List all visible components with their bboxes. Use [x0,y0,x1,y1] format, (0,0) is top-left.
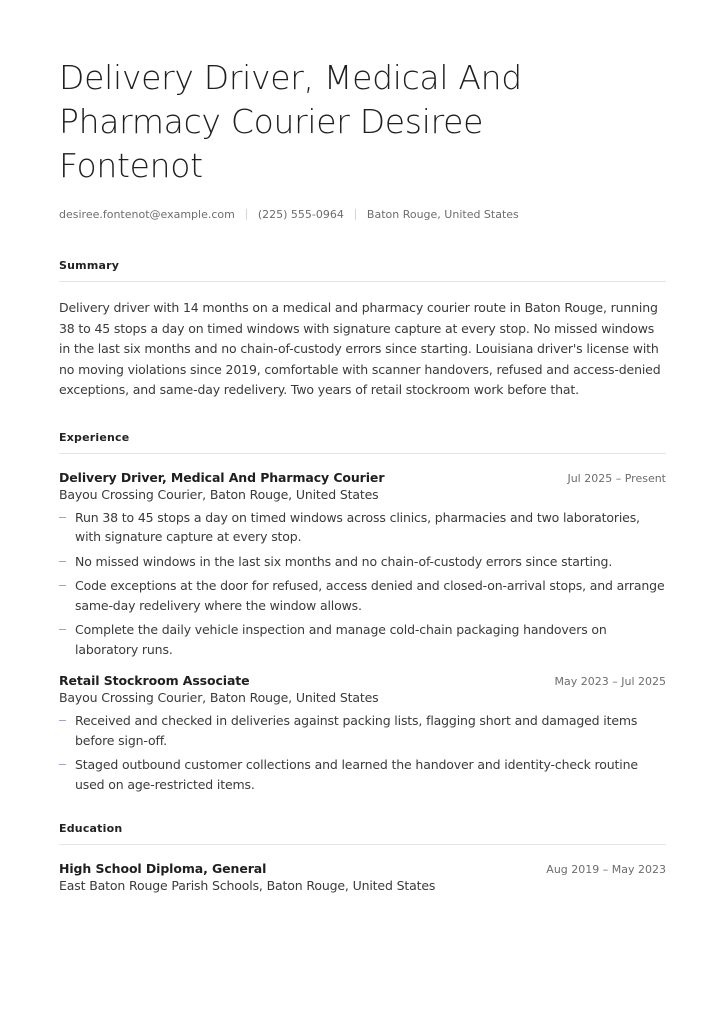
bullet-text: Received and checked in deliveries against packing lists, flagging short and damaged items before sign-off. [75,713,638,748]
job-company: Bayou Crossing Courier, Baton Rouge, United States [59,486,379,502]
job-dates: May 2023 – Jul 2025 [554,675,666,688]
experience-entry [59,470,666,660]
bullet-item [59,508,666,547]
bullet-text: Staged outbound customer collections and learned the handover and identity-check routine used on age-restricted items. [75,757,638,792]
contact-email[interactable]: desiree.fontenot@example.com [59,208,235,221]
candidate-name: Delivery Driver, Medical And Pharmacy Courier Desiree Fontenot [59,58,522,185]
job-title: Retail Stockroom Associate [59,673,250,688]
experience-section [59,431,666,795]
bullet-item [59,552,666,572]
contact-divider [355,209,356,220]
bullet-item [59,711,666,750]
dash-icon [59,629,66,630]
summary-section [59,259,666,401]
contact-divider [246,209,247,220]
entry-header [59,470,666,485]
bullet-item [59,620,666,659]
education-entry [59,861,666,893]
entry-header [59,861,666,876]
section-title-experience: Experience [59,431,666,454]
bullet-text: No missed windows in the last six months and no chain-of-custody errors since starting. [75,553,613,569]
job-title: Delivery Driver, Medical And Pharmacy Courier [59,469,385,485]
bullet-text: Code exceptions at the door for refused, access denied and closed-on-arrival stops, and arrange same-day redelivery where the window allows. [75,578,665,613]
summary-text: Delivery driver with 14 months on a medical and pharmacy courier route in Baton Rouge, running 38 to 45 stops a day on timed windows with signature capture at every stop. No missed windows in the last six months and no chain-of-custody errors since starting. Louisiana driver's license with no moving violations since 2019, comfortable with scanner handovers, refused and access-denied exceptions, and same-day redelivery. Two years of retail stockroom work before that. [59,300,661,397]
bullet-text: Run 38 to 45 stops a day on timed windows across clinics, pharmacies and two laboratories, with signature capture at every stop. [75,509,640,544]
contact-location: Baton Rouge, United States [366,208,519,221]
experience-entry [59,673,666,794]
bullet-item [59,576,666,615]
job-company: Bayou Crossing Courier, Baton Rouge, United States [59,690,379,705]
degree-title: High School Diploma, General [59,861,267,876]
contact-phone[interactable]: (225) 555-0964 [257,208,344,221]
education-dates: Aug 2019 – May 2023 [546,863,666,876]
job-bullets [59,711,666,794]
bullet-item [59,755,666,794]
job-dates: Jul 2025 – Present [567,471,666,485]
dash-icon [59,517,66,518]
entry-header [59,673,666,688]
section-title-summary: Summary [59,259,666,282]
dash-icon [59,764,66,765]
dash-icon [59,720,66,721]
section-title-education: Education [59,822,666,845]
bullet-text: Complete the daily vehicle inspection and manage cold-chain packaging handovers on laboratory runs. [75,622,607,657]
job-bullets [59,508,666,660]
dash-icon [59,561,66,562]
school-name: East Baton Rouge Parish Schools, Baton Rouge, United States [59,878,436,893]
education-section [59,822,666,893]
contact-line [59,208,666,221]
dash-icon [59,585,66,586]
